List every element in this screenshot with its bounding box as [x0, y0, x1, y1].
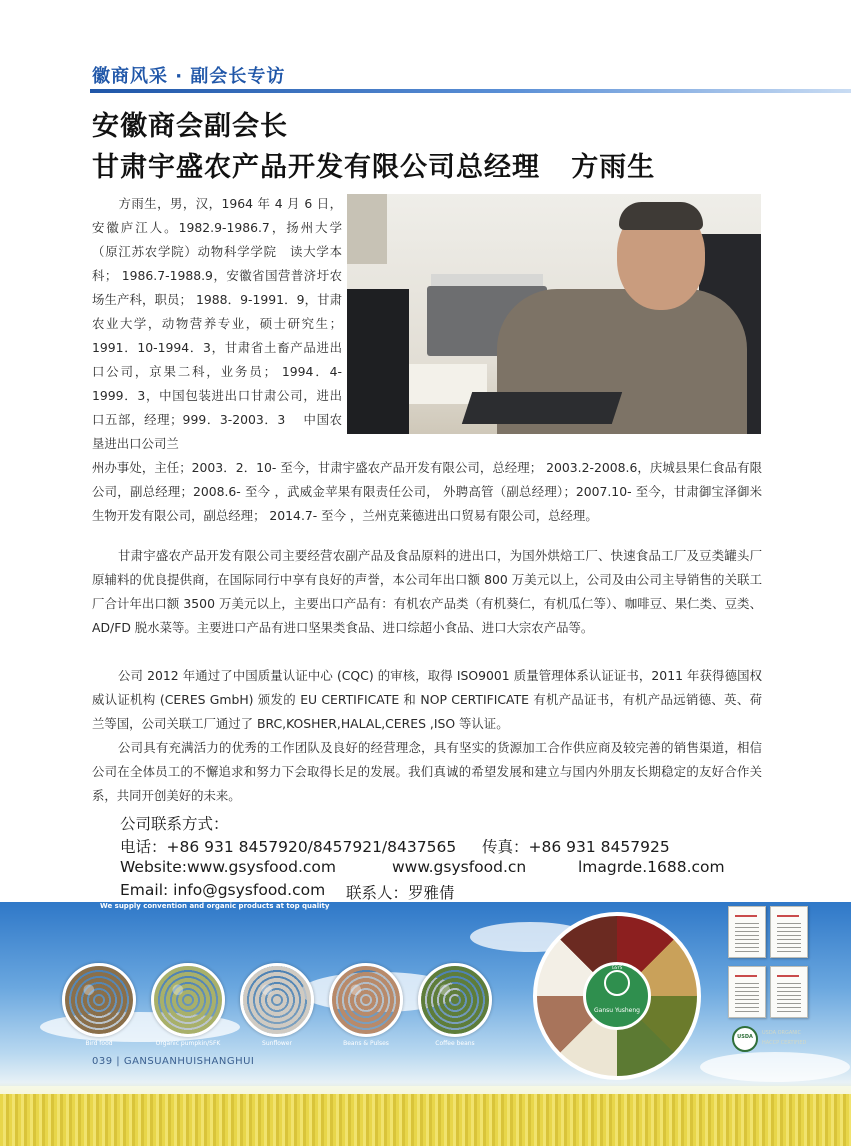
product-sunflower-image — [240, 963, 314, 1037]
photo-background — [347, 194, 387, 264]
photo-keyboard — [462, 392, 622, 424]
contact-phone: 电话：+86 931 8457920/8457921/8437565 — [120, 838, 457, 856]
page-footer: 039 | GANSUANHUISHANGHUI — [92, 1056, 255, 1067]
usda-seal-text: USDA — [737, 1034, 753, 1040]
email-link[interactable]: Email: info@gsysfood.com — [120, 881, 326, 899]
banner-tagline: We supply convention and organic products at top quality — [100, 902, 330, 910]
vision-paragraph: 公司具有充满活力的优秀的工作团队及良好的经营理念，具有坚实的货源加工合作供应商及较完善的销售渠道，相信公司在全体员工的不懈追求和努力下会取得长足的发展。我们真诚的希望发展和建立与国内外朋友长期稳定的友好合作关系，共同开创美好的未来。 — [92, 740, 762, 803]
product-bird-food-image — [62, 963, 136, 1037]
product-label: Sunflower — [262, 1040, 292, 1047]
product-beans-image — [329, 963, 403, 1037]
product-label: Organic pumpkin/SFK — [155, 1040, 221, 1047]
certificate-image — [728, 906, 766, 958]
website-link-3[interactable]: lmagrde.1688.com — [578, 858, 725, 876]
certificate-image — [728, 966, 766, 1018]
portrait-photo — [347, 194, 761, 434]
website-link-1[interactable]: Website:www.gsysfood.com — [120, 858, 337, 876]
brand-logo-text: GSYS — [611, 965, 623, 970]
header-rule — [90, 89, 851, 93]
article-title-line1: 安徽商会副会长 — [92, 111, 288, 142]
cert-caption: HACCP CERTIFIED — [762, 1040, 807, 1046]
cloud — [700, 1052, 850, 1082]
certificate-image — [770, 966, 808, 1018]
photo-person-hair — [619, 202, 703, 230]
section-tag: 徽商风采 · 副会长专访 — [92, 66, 286, 87]
product-coffee-image — [418, 963, 492, 1037]
product-label: Coffee beans — [435, 1040, 475, 1047]
cert-caption: USDA ORGANIC — [762, 1030, 802, 1036]
certificate-image — [770, 906, 808, 958]
product-pumpkin-image — [151, 963, 225, 1037]
certification-paragraph: 公司 2012 年通过了中国质量认证中心 (CQC) 的审核，取得 ISO9001 质量管理体系认证证书，2011 年获得德国权威认证机构 (CERES GmbH) 颁发的 EU CERTIFICATE 和 NOP CERTIFICATE 有机产品证书，有机产品远销德、英、荷兰等国，公司关联工厂通过了 BRC,KOSHER,HALAL,CERES ,ISO 等认证。 — [92, 668, 762, 731]
bio-continued-text: 州办事处，主任；2003．2．10- 至今，甘肃宇盛农产品开发有限公司，总经理； 2003.2-2008.6，庆城县果仁食品有限公司，副总经理；2008.6- 至今 ，武威金苹果有限责任公司， 外聘高管（副总经理）；2007.10- 至今，甘肃御宝泽御米生物开发有限公司，副总经理； 2014.7- 至今 ，兰州克莱德进出口贸易有限公司，总经理。 — [92, 460, 762, 523]
bio-column-text — [92, 192, 342, 456]
contact-person: 联系人：罗雅倩 — [346, 884, 455, 902]
website-link-2[interactable]: www.gsysfood.cn — [392, 858, 527, 876]
bio-text: 方雨生，男，汉，1964 年 4 月 6 日，安徽庐江人。1982.9-1986.7，扬州大学（原江苏农学院）动物科学学院 读大学本科； 1986.7-1988.9，安徽省国营普济圩农场生产科，职员； 1988．9-1991．9，甘肃农业大学，动物营养专业，硕士研究生； 1991．10-1994．3，甘肃省土畜产品进出口公司，京果二科，业务员； 1994．4-1999．3，中国包装进出口甘肃公司，进出口五部，经理；999．3-2003．3 中国农垦进出口公司兰 — [92, 196, 342, 451]
brand-name: Gansu Yusheng — [594, 1007, 640, 1014]
article-title-line2: 甘肃宇盛农产品开发有限公司总经理 方雨生 — [92, 152, 656, 183]
product-label: Bird food — [85, 1040, 113, 1047]
contact-heading: 公司联系方式： — [120, 815, 229, 833]
contact-fax: 传真：+86 931 8457925 — [482, 838, 670, 856]
brand-logo-icon — [604, 970, 630, 996]
company-overview-paragraph: 甘肃宇盛农产品开发有限公司主要经营农副产品及食品原料的进出口，为国外烘焙工厂、快速食品工厂及豆类罐头厂原辅料的优良提供商，在国际同行中享有良好的声誉，本公司年出口额 800 万美元以上，公司及由公司主导销售的关联工厂合计年出口额 3500 万美元以上，主要出口产品有：有机农产品类（有机葵仁，有机瓜仁等）、咖啡豆、果仁类、豆类、AD/FD 脱水菜等。主要进口产品有进口坚果类食品、进口综超小食品、进口大宗农产品等。 — [92, 548, 762, 635]
rapeseed-field — [0, 1094, 851, 1146]
photo-monitor — [347, 289, 409, 434]
product-label: Beans & Pulses — [343, 1040, 389, 1047]
